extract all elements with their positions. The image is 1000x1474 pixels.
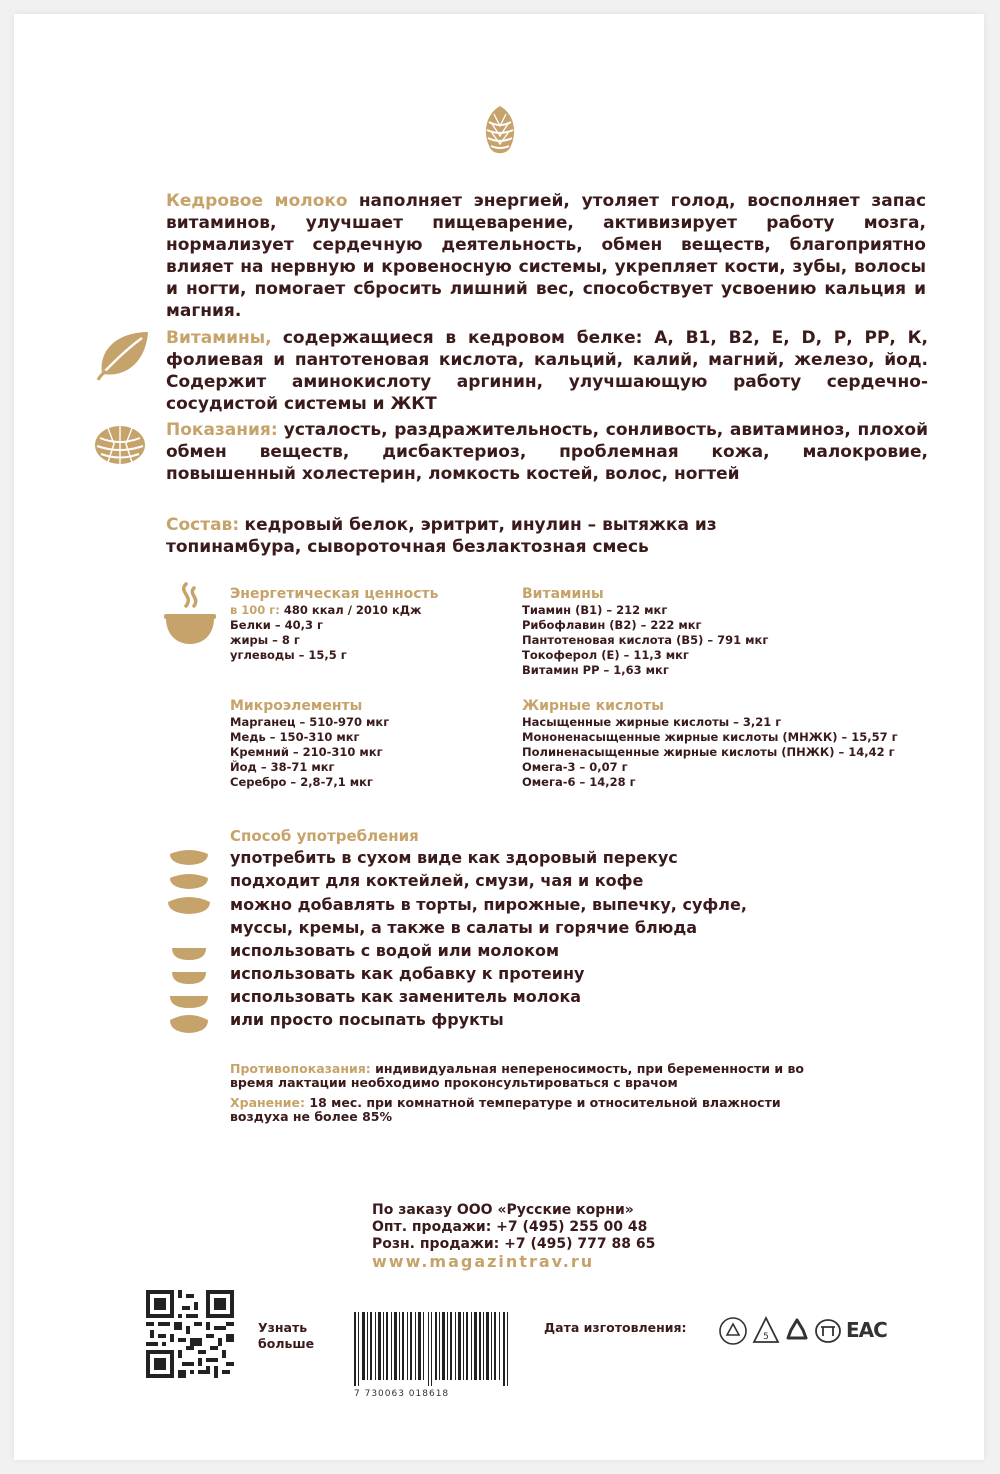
composition-title: Состав: bbox=[166, 515, 240, 535]
vitamins-table bbox=[522, 585, 768, 678]
micro-line: Медь – 150-310 мкг bbox=[230, 730, 360, 744]
label-page bbox=[14, 14, 984, 1460]
fatty-line: Мононенасыщенные жирные кислоты (МНЖК) – 15,57 г bbox=[522, 730, 898, 744]
vitamin-line: Пантотеновая кислота (В5) – 791 мкг bbox=[522, 633, 769, 647]
fatty-line: Насыщенные жирные кислоты – 3,21 г bbox=[522, 715, 782, 729]
usage-item: можно добавлять в торты, пирожные, выпечку, суфле, bbox=[230, 895, 747, 914]
intro-paragraph bbox=[166, 190, 926, 322]
energy-line: Белки – 40,3 г bbox=[230, 618, 323, 632]
energy-title: Энергетическая ценность bbox=[230, 586, 439, 602]
micro-line: Йод – 38-71 мкг bbox=[230, 760, 335, 774]
fatty-title: Жирные кислоты bbox=[522, 698, 664, 714]
intro-text: наполняет энергией, утоляет голод, восполняет запас витаминов, улучшает пищеварение, активизирует работу мозга, нормализует сердечную деятельность, обмен веществ, благоприятно влияет на нервную и кровеносную системы, укрепляет кости, зубы, волосы и ногти, помогает сбросить лишний вес, способствует усвоению кальция и магния. bbox=[166, 191, 927, 321]
usage-item: подходит для коктейлей, смузи, чая и кофе bbox=[230, 871, 644, 890]
energy-block bbox=[230, 585, 439, 663]
pine-cone-small-icon bbox=[92, 422, 148, 468]
usage-item: использовать как добавку к протеину bbox=[230, 964, 585, 983]
fatty-line: Полиненасыщенные жирные кислоты (ПНЖК) – 14,42 г bbox=[522, 745, 895, 759]
leaf-icon bbox=[94, 326, 152, 382]
production-date-label: Дата изготовления: bbox=[544, 1320, 687, 1335]
wholesale-line: Опт. продажи: +7 (495) 255 00 48 bbox=[372, 1219, 648, 1235]
qr-code[interactable] bbox=[146, 1290, 234, 1378]
vitamins-title: Витамины, bbox=[166, 328, 272, 348]
rst-mark-icon bbox=[814, 1318, 842, 1344]
usage-item: употребить в сухом виде как здоровый перекус bbox=[230, 848, 678, 867]
micro-line: Кремний – 210-310 мкг bbox=[230, 745, 383, 759]
composition-paragraph bbox=[166, 514, 846, 558]
svg-text:5: 5 bbox=[763, 1332, 769, 1342]
fatty-acids-block bbox=[522, 697, 898, 790]
indications-text: усталость, раздражительность, сонливость, авитаминоз, плохой обмен веществ, дисбактериоз, проблемная кожа, малокровие, повышенный холестерин, ломкость костей, волос, ногтей bbox=[166, 420, 928, 484]
recycle-symbol-icon bbox=[718, 1316, 748, 1346]
intro-title: Кедровое молоко bbox=[166, 191, 348, 211]
contra-text: индивидуальная непереносимость, при беременности и во время лактации необходимо проконсультироваться с врачом bbox=[230, 1061, 804, 1090]
producer-line: По заказу ООО «Русские корни» bbox=[372, 1202, 634, 1218]
contra-title: Противопоказания: bbox=[230, 1061, 371, 1076]
qr-label bbox=[258, 1320, 314, 1352]
qr-label-line: Узнать bbox=[258, 1320, 308, 1335]
producer-info bbox=[372, 1202, 655, 1270]
website-link[interactable]: www.magazintrav.ru bbox=[372, 1252, 595, 1271]
contraindications bbox=[230, 1062, 830, 1090]
usage-title: Способ употребления bbox=[230, 827, 419, 845]
storage-text: 18 мес. при комнатной температуре и относительной влажности воздуха не более 85% bbox=[230, 1095, 781, 1124]
eac-mark: EAC bbox=[846, 1318, 887, 1342]
energy-line: жиры – 8 г bbox=[230, 633, 300, 647]
barcode bbox=[350, 1312, 520, 1386]
food-safe-icon bbox=[752, 1316, 780, 1346]
energy-per100-value: 480 ккал / 2010 кДж bbox=[283, 603, 422, 617]
bowls-stack-icon bbox=[164, 848, 214, 1038]
storage-title: Хранение: bbox=[230, 1095, 306, 1110]
vitamin-line: Витамин РР – 1,63 мкг bbox=[522, 663, 669, 677]
usage-item: или просто посыпать фрукты bbox=[230, 1010, 504, 1029]
pine-cone-icon bbox=[480, 102, 520, 160]
usage-item: муссы, кремы, а также в салаты и горячие блюда bbox=[230, 918, 698, 937]
storage bbox=[230, 1096, 830, 1124]
usage-item: использовать с водой или молоком bbox=[230, 941, 560, 960]
usage-item: использовать как заменитель молока bbox=[230, 987, 582, 1006]
qr-label-line: больше bbox=[258, 1336, 315, 1351]
fatty-line: Омега-3 – 0,07 г bbox=[522, 760, 628, 774]
retail-line: Розн. продажи: +7 (495) 777 88 65 bbox=[372, 1236, 656, 1252]
vitamins-paragraph bbox=[166, 327, 928, 415]
energy-line: углеводы – 15,5 г bbox=[230, 648, 347, 662]
indications-title: Показания: bbox=[166, 420, 278, 440]
fatty-line: Омега-6 – 14,28 г bbox=[522, 775, 636, 789]
vitamins-text: содержащиеся в кедровом белке: А, В1, В2, Е, D, Р, РР, К, фолиевая и пантотеновая кислота, кальций, калий, магний, железо, йод. Содержит аминокислоту аргинин, улучшающую работу сердечно-сосудистой системы и ЖКТ bbox=[166, 328, 929, 414]
micro-block bbox=[230, 697, 389, 790]
micro-title: Микроэлементы bbox=[230, 698, 363, 714]
indications-paragraph bbox=[166, 419, 928, 485]
energy-per100-label: в 100 г: bbox=[230, 603, 280, 617]
steaming-bowl-icon bbox=[162, 580, 218, 650]
micro-line: Серебро – 2,8-7,1 мкг bbox=[230, 775, 373, 789]
mobius-loop-icon bbox=[782, 1316, 812, 1346]
vitamins-table-title: Витамины bbox=[522, 586, 604, 602]
micro-line: Марганец – 510-970 мкг bbox=[230, 715, 390, 729]
barcode-number: 7 730063 018618 bbox=[354, 1389, 450, 1399]
vitamin-line: Рибофлавин (В2) – 222 мкг bbox=[522, 618, 702, 632]
vitamin-line: Токоферол (Е) – 11,3 мкг bbox=[522, 648, 689, 662]
composition-text: кедровый белок, эритрит, инулин – вытяжка из топинамбура, сывороточная безлактозная смесь bbox=[166, 515, 717, 557]
vitamin-line: Тиамин (В1) – 212 мкг bbox=[522, 603, 668, 617]
